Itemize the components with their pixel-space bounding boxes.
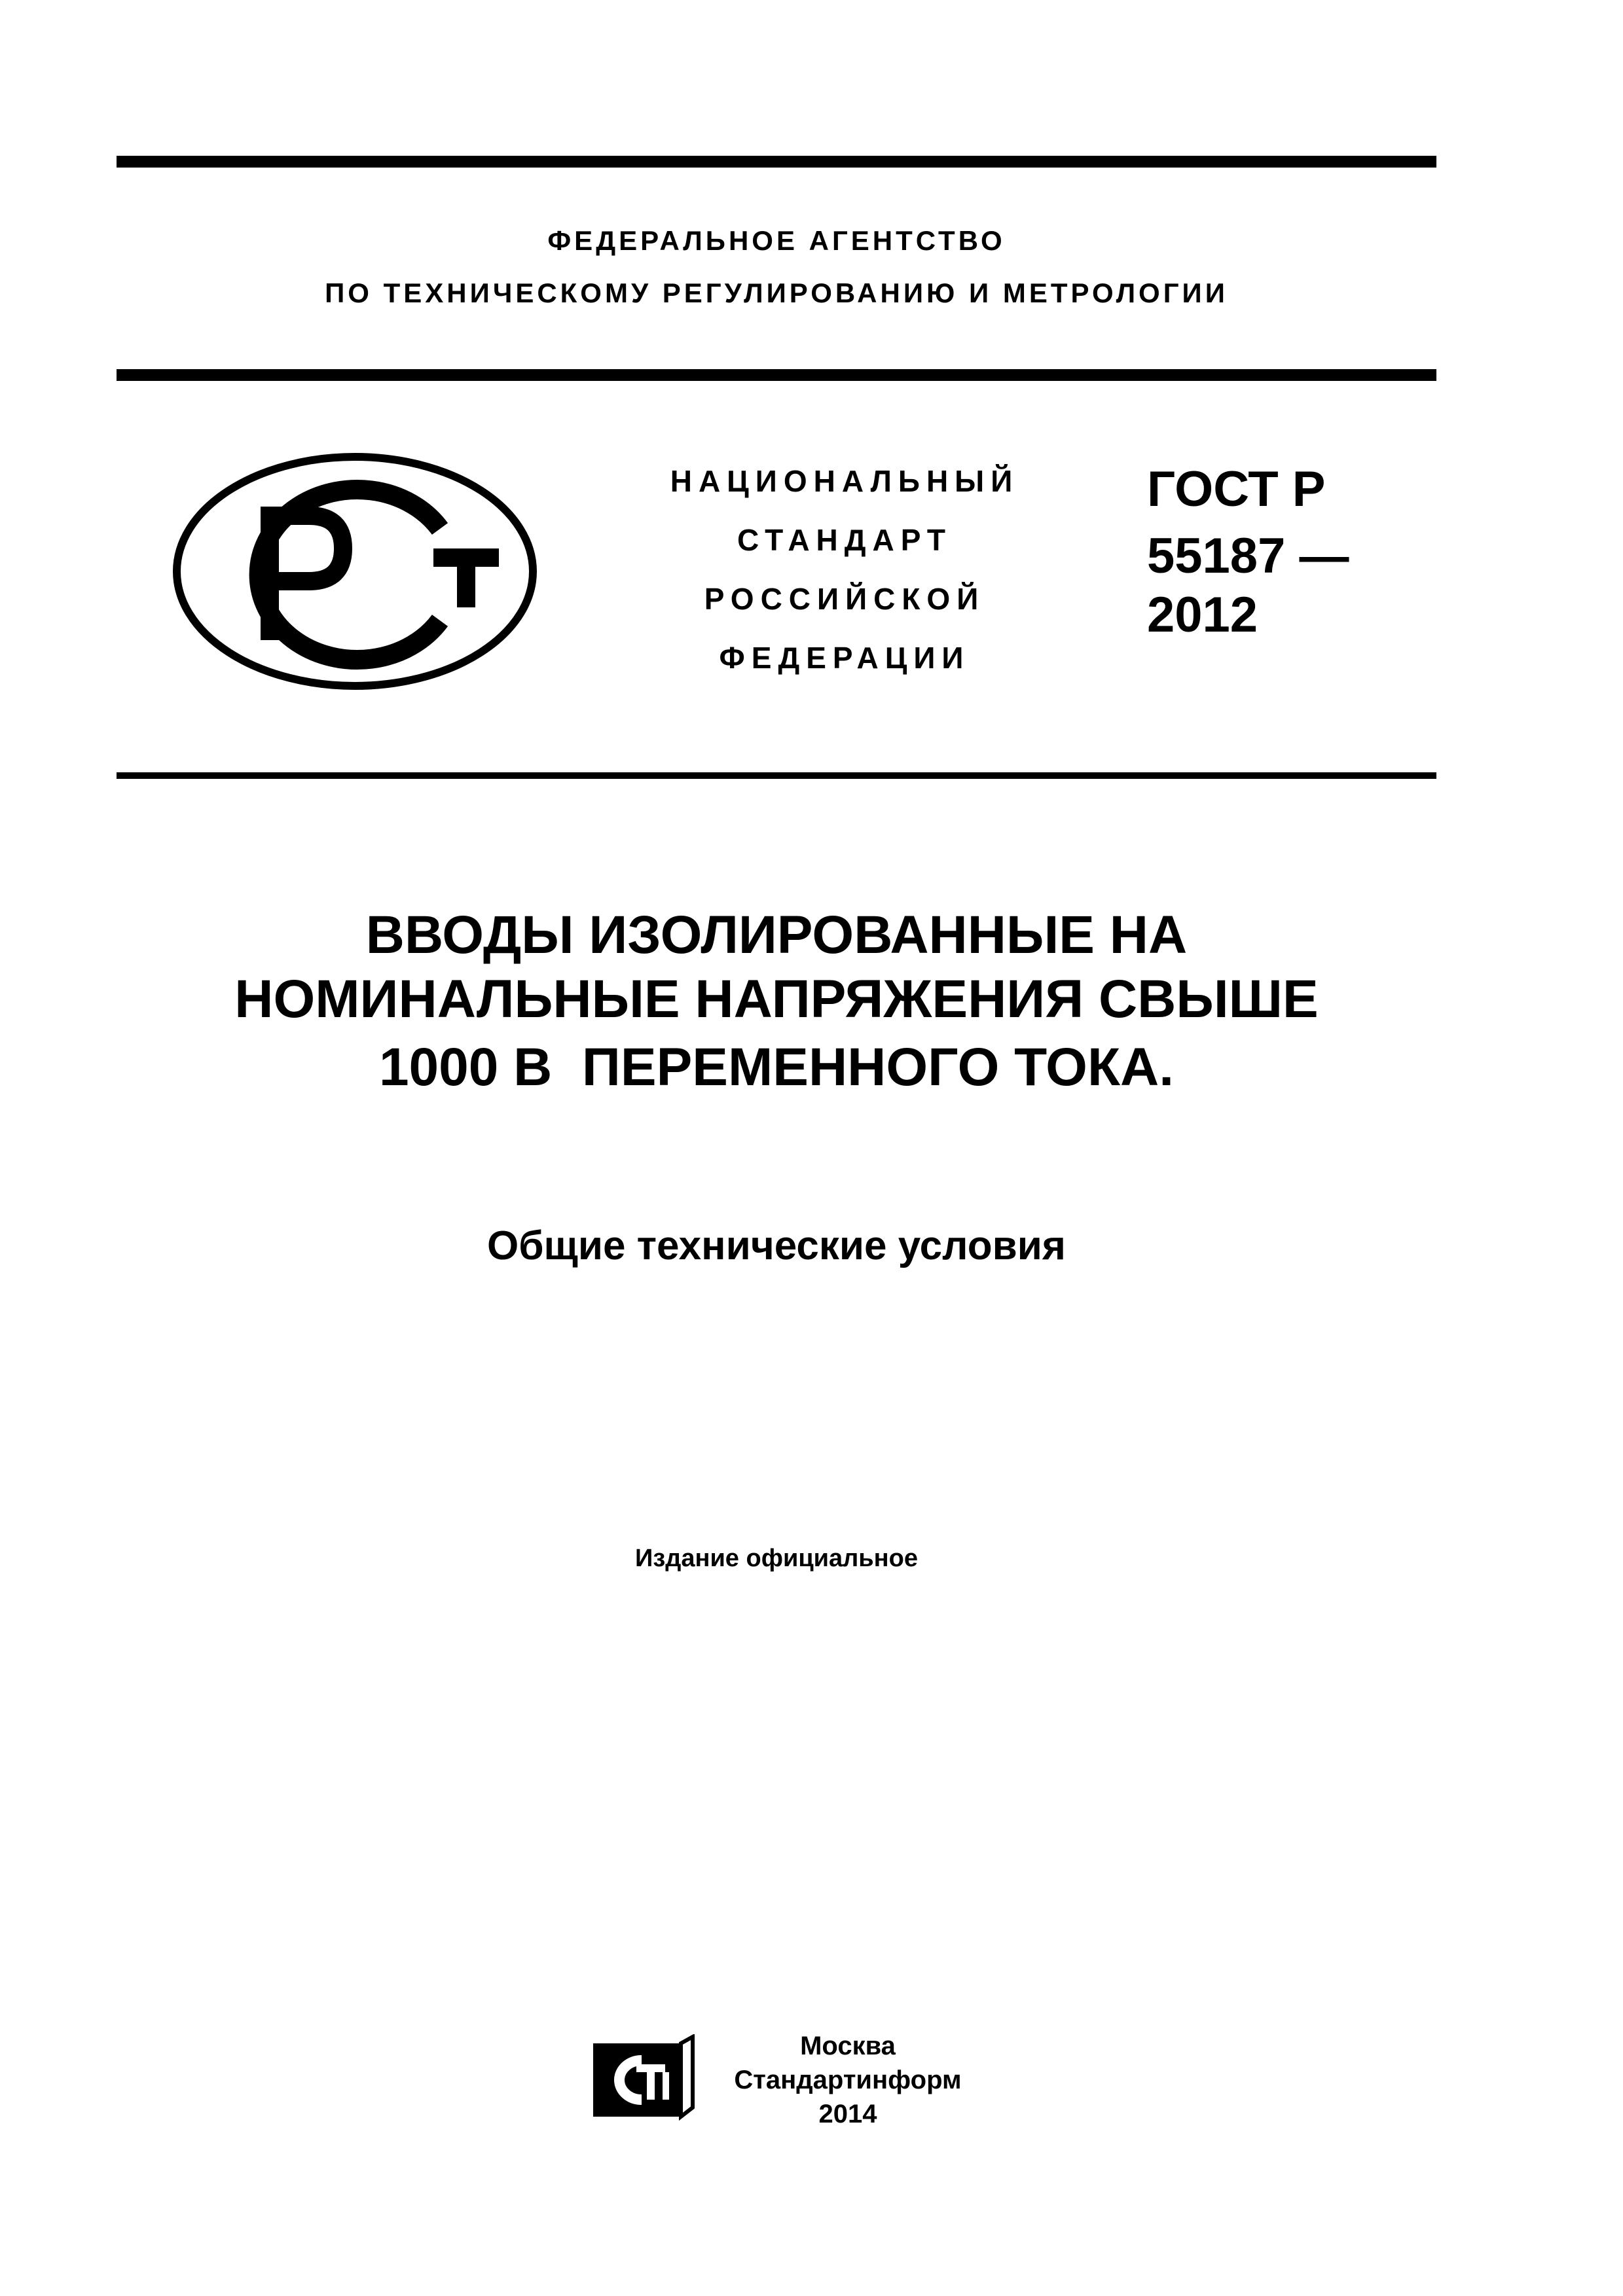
- header-rule: [117, 369, 1436, 381]
- agency-line-1: ФЕДЕРАЛЬНОЕ АГЕНТСТВО: [547, 225, 1006, 256]
- publisher-year: 2014: [818, 2100, 877, 2128]
- document-title-line-2: НОМИНАЛЬНЫЕ НАПРЯЖЕНИЯ СВЫШЕ: [234, 969, 1319, 1029]
- national-line-1: НАЦИОНАЛЬНЫЙ: [670, 464, 1019, 498]
- publisher-name: Стандартинформ: [734, 2066, 962, 2094]
- top-rule: [117, 156, 1436, 168]
- agency-line-2: ПО ТЕХНИЧЕСКОМУ РЕГУЛИРОВАНИЮ И МЕТРОЛОГИИ: [325, 278, 1228, 308]
- rst-logo: [172, 450, 538, 692]
- gost-designation-line-3: 2012: [1147, 587, 1258, 643]
- national-line-3: РОССИЙСКОЙ: [704, 582, 985, 616]
- national-line-2: СТАНДАРТ: [737, 523, 952, 557]
- document-title-line-3: 1000 В ПЕРЕМЕННОГО ТОКА.: [378, 1037, 1175, 1097]
- document-title-line-1: ВВОДЫ ИЗОЛИРОВАННЫЕ НА: [365, 905, 1188, 965]
- gost-designation-line-1: ГОСТ Р: [1147, 461, 1326, 517]
- document-subtitle: Общие технические условия: [487, 1223, 1066, 1268]
- national-line-4: ФЕДЕРАЦИИ: [719, 641, 970, 675]
- publisher-city: Москва: [800, 2032, 896, 2060]
- edition-label: Издание официальное: [635, 1545, 918, 1572]
- standartinform-logo: [589, 2034, 697, 2121]
- title-rule: [117, 772, 1436, 779]
- gost-designation-line-2: 55187 —: [1147, 528, 1349, 584]
